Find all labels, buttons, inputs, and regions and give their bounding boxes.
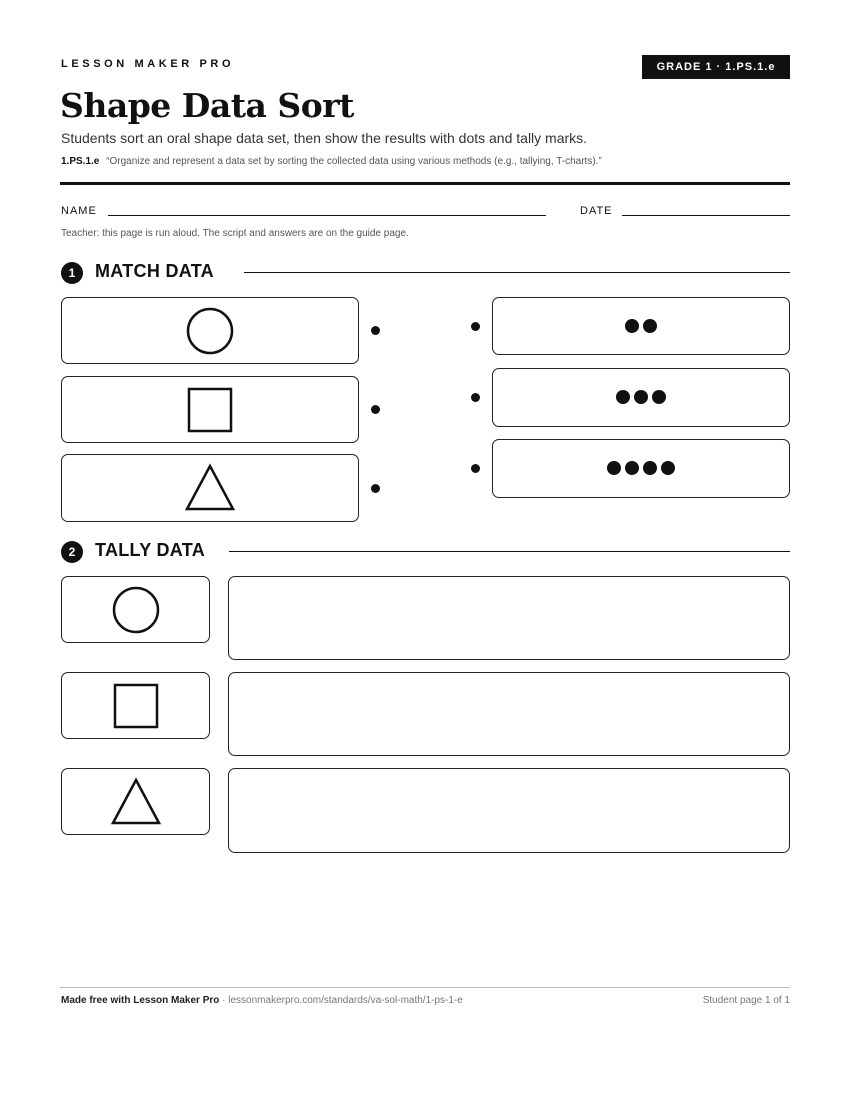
section-1-title: MATCH DATA: [95, 261, 214, 281]
match-shape-card-circle: [61, 297, 359, 364]
match-right-bullet[interactable]: [471, 393, 480, 402]
standard-code: 1.PS.1.e: [61, 156, 100, 167]
triangle-icon: [110, 777, 162, 827]
header-divider: [60, 182, 790, 185]
square-icon: [111, 681, 161, 731]
page-title: Shape Data Sort: [60, 86, 354, 125]
date-field[interactable]: [622, 215, 790, 216]
grade-badge: GRADE 1 · 1.PS.1.e: [642, 55, 790, 79]
name-label: NAME: [61, 205, 97, 217]
section-1-rule: [244, 272, 790, 273]
data-dot: [643, 461, 657, 475]
triangle-icon: [184, 463, 236, 513]
footer-made-label: Made free with Lesson Maker Pro: [61, 995, 220, 1006]
tally-shape-card-square: [61, 672, 210, 739]
match-right-bullet[interactable]: [471, 464, 480, 473]
section-2-title: TALLY DATA: [95, 540, 205, 560]
tally-shape-card-circle: [61, 576, 210, 643]
dot-card-2: [492, 297, 790, 355]
tally-box-triangle[interactable]: [228, 768, 790, 853]
footer-url[interactable]: · lessonmakerpro.com/standards/va-sol-math/1-ps-1-e: [219, 995, 463, 1006]
data-dot: [625, 319, 639, 333]
dot-card-4: [492, 439, 790, 498]
match-left-bullet[interactable]: [371, 405, 380, 414]
data-dot: [661, 461, 675, 475]
match-left-bullet[interactable]: [371, 326, 380, 335]
footer-credit: [61, 995, 463, 1006]
tally-shape-card-triangle: [61, 768, 210, 835]
circle-icon: [185, 306, 235, 356]
section-1-number: 1: [61, 262, 83, 284]
match-left-bullet[interactable]: [371, 484, 380, 493]
circle-icon: [111, 585, 161, 635]
data-dot: [634, 390, 648, 404]
match-shape-card-square: [61, 376, 359, 443]
tally-box-circle[interactable]: [228, 576, 790, 660]
square-icon: [185, 385, 235, 435]
section-2-rule: [229, 551, 790, 552]
footer-divider: [60, 987, 790, 988]
match-right-bullet[interactable]: [471, 322, 480, 331]
data-dot: [616, 390, 630, 404]
page-subtitle: Students sort an oral shape data set, then show the results with dots and tally marks.: [61, 130, 588, 146]
data-dot: [652, 390, 666, 404]
date-label: DATE: [580, 205, 613, 217]
section-2-number: 2: [61, 541, 83, 563]
data-dot: [625, 461, 639, 475]
dot-card-3: [492, 368, 790, 427]
match-shape-card-triangle: [61, 454, 359, 522]
standard-line: [61, 156, 602, 167]
standard-text: “Organize and represent a data set by sorting the collected data using various methods (e.g., tallying, T-charts).”: [106, 156, 602, 167]
brand-label: LESSON MAKER PRO: [61, 58, 235, 70]
data-dot: [607, 461, 621, 475]
footer-page-label: Student page 1 of 1: [702, 995, 790, 1006]
data-dot: [643, 319, 657, 333]
tally-box-square[interactable]: [228, 672, 790, 756]
teacher-note: Teacher: this page is run aloud. The script and answers are on the guide page.: [61, 228, 409, 239]
name-field[interactable]: [108, 215, 546, 216]
